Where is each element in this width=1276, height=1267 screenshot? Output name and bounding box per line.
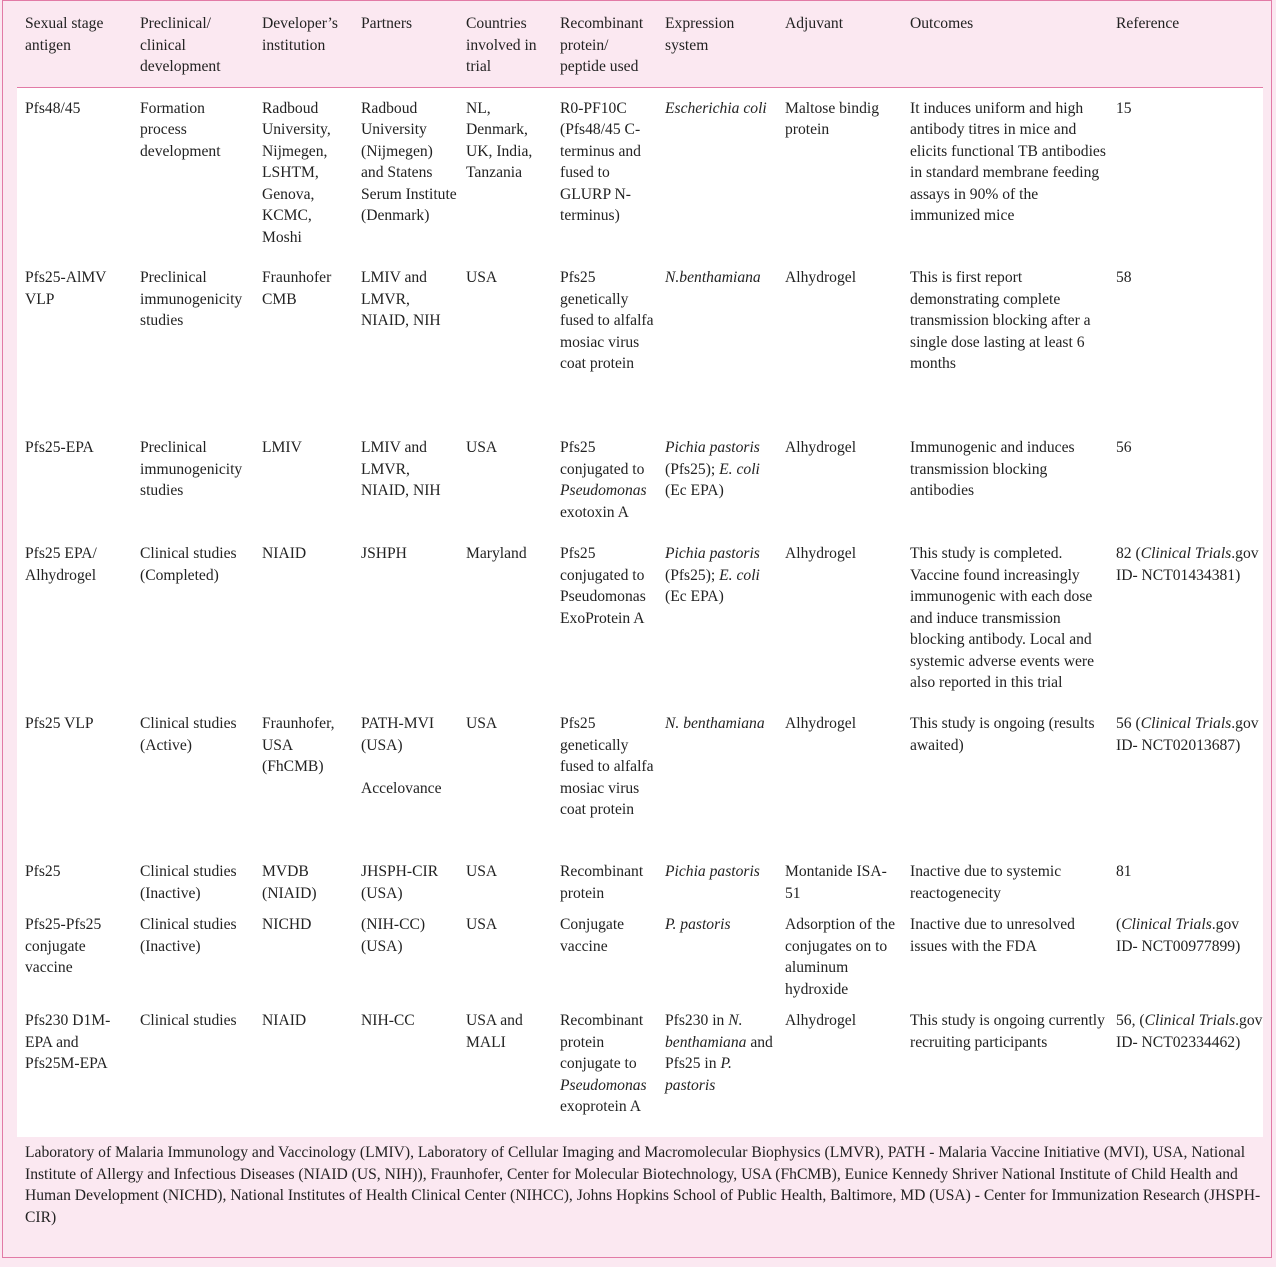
header-partners: Partners xyxy=(353,1,458,87)
cell-antigen: Pfs25 EPA/ Alhydrogel xyxy=(25,545,97,584)
table-row xyxy=(17,1000,1263,1134)
cell-partners: JSHPH xyxy=(361,545,407,562)
cell-countries: NL, Denmark, UK, India, Tanzania xyxy=(466,99,533,181)
cell-antigen: Pfs25 VLP xyxy=(25,715,94,732)
cell-protein: Pfs25 conjugated to Pseudomonas ExoProtein A xyxy=(560,545,646,627)
protein-organism: Pseudomonas xyxy=(560,482,647,499)
cell-reference xyxy=(1108,1000,1263,1134)
cell-reference xyxy=(1108,533,1263,703)
cell-outcomes: Inactive due to unresolved issues with the FDA xyxy=(910,916,1075,955)
expression-organism: Pichia pastoris xyxy=(665,545,760,562)
cell-developer: Radboud University, Nijmegen, LSHTM, Genova, KCMC, Moshi xyxy=(262,99,331,246)
header-outcomes: Outcomes xyxy=(902,1,1108,87)
table-row xyxy=(17,533,1263,703)
cell-outcomes: This is first report demonstrating complete transmission blocking after a single dose lasting at least 6 months xyxy=(910,269,1091,372)
cell-developer: MVDB (NIAID) xyxy=(262,863,317,902)
cell-outcomes: Inactive due to systemic reactogenecity xyxy=(910,863,1062,902)
cell-countries: USA and MALI xyxy=(466,1012,523,1051)
protein-text: exotoxin A xyxy=(560,503,629,521)
cell-antigen: Pfs25-Pfs25 conjugate vaccine xyxy=(25,916,102,976)
cell-expression xyxy=(657,427,777,533)
partners-text: Accelovance xyxy=(361,779,442,797)
cell-protein xyxy=(552,427,657,533)
header-expression: Expression system xyxy=(657,1,777,87)
expression-text: (Pfs25); xyxy=(665,460,716,478)
cell-protein: Pfs25 genetically fused to alfalfa mosiac virus coat protein xyxy=(560,269,654,372)
cell-protein: Pfs25 genetically fused to alfalfa mosiac virus coat protein xyxy=(560,715,654,818)
cell-partners: Radboud University (Nijmegen) and Statens Serum Institute (Denmark) xyxy=(361,99,457,224)
table-row xyxy=(17,257,1263,427)
protein-text: Recombinant protein conjugate to xyxy=(560,1012,644,1072)
expression-organism: E. coli xyxy=(719,460,760,478)
header-protein: Recombinant protein/ peptide used xyxy=(552,1,657,87)
reference-text: ( xyxy=(1116,916,1122,933)
cell-antigen: Pfs25-EPA xyxy=(25,439,94,456)
cell-antigen: Pfs25-AlMV VLP xyxy=(25,269,107,308)
cell-developer: Fraunhofer CMB xyxy=(262,269,332,308)
reference-text: .gov ID- NCT00977899) xyxy=(1116,916,1241,955)
cell-reference xyxy=(1108,703,1263,851)
cell-expression: Pichia pastoris xyxy=(665,863,760,880)
cell-stage: Clinical studies (Active) xyxy=(140,715,237,754)
cell-expression xyxy=(657,533,777,703)
protein-text: Pfs25 conjugated to xyxy=(560,439,645,478)
cell-expression: N.benthamiana xyxy=(665,269,761,286)
cell-adjuvant: Montanide ISA-51 xyxy=(785,863,887,902)
cell-developer: NICHD xyxy=(262,916,312,933)
expression-text: (Ec EPA) xyxy=(665,588,724,605)
header-stage: Preclinical/ clinical development xyxy=(132,1,254,87)
vaccine-table xyxy=(17,1,1263,1134)
cell-protein: R0-PF10C (Pfs48/45 C-terminus and fused to GLURP N-terminus) xyxy=(560,99,641,224)
reference-text: .gov ID- NCT02334462) xyxy=(1116,1012,1263,1051)
cell-countries: USA xyxy=(466,715,498,732)
cell-adjuvant: Alhydrogel xyxy=(785,269,857,286)
reference-registry: Clinical Trials xyxy=(1140,715,1232,732)
reference-text: 82 ( xyxy=(1116,545,1141,562)
table-row xyxy=(17,851,1263,904)
cell-countries: USA xyxy=(466,269,498,286)
cell-antigen: Pfs48/45 xyxy=(25,99,81,117)
cell-stage: Preclinical immunogenicity studies xyxy=(140,269,243,329)
cell-outcomes: This study is ongoing (results awaited) xyxy=(910,715,1095,754)
cell-stage: Formation process development xyxy=(140,99,221,160)
table-frame xyxy=(2,0,1272,1258)
cell-reference xyxy=(1108,904,1263,1000)
protein-text: exoprotein A xyxy=(560,1098,641,1115)
reference-text: .gov ID- NCT01434381) xyxy=(1116,545,1259,584)
cell-antigen: Pfs25 xyxy=(25,863,61,880)
expression-organism: Pichia pastoris xyxy=(665,439,760,456)
reference-registry: Clinical Trials xyxy=(1140,545,1232,562)
cell-outcomes: Immunogenic and induces transmission blocking antibodies xyxy=(910,439,1075,499)
reference-registry: Clinical Trials xyxy=(1121,916,1212,933)
reference-text: .gov ID- NCT02013687) xyxy=(1116,715,1259,754)
cell-antigen: Pfs230 D1M-EPA and Pfs25M-EPA xyxy=(25,1012,111,1072)
cell-outcomes: This study is ongoing currently recruiting participants xyxy=(910,1012,1105,1051)
cell-expression xyxy=(657,1000,777,1134)
cell-stage: Clinical studies (Inactive) xyxy=(140,863,237,902)
cell-reference: 58 xyxy=(1116,269,1132,286)
cell-expression: P. pastoris xyxy=(665,916,731,933)
cell-protein: Conjugate vaccine xyxy=(560,916,625,955)
reference-text: 56, ( xyxy=(1116,1012,1145,1029)
cell-outcomes: It induces uniform and high antibody titres in mice and elicits functional TB antibodies in standard membrane feeding assays in 90% of the immunized mice xyxy=(910,99,1106,224)
cell-stage: Clinical studies xyxy=(140,1012,237,1029)
expression-text: and Pfs25 in xyxy=(665,1033,773,1072)
cell-protein xyxy=(552,1000,657,1134)
cell-outcomes: This study is completed. Vaccine found increasingly immunogenic with each dose and induce transmission blocking antibody. Local and systemic adverse events were also reported in this trial xyxy=(910,545,1095,691)
expression-organism: N. benthamiana xyxy=(665,1012,747,1051)
cell-stage: Clinical studies (Inactive) xyxy=(140,916,237,955)
cell-partners: NIH-CC xyxy=(361,1012,415,1029)
table-container xyxy=(17,1,1263,1137)
cell-stage: Preclinical immunogenicity studies xyxy=(140,439,243,499)
table-footnote: Laboratory of Malaria Immunology and Vaccinology (LMIV), Laboratory of Cellular Imaging and Macromolecular Biophysics (LMVR), PATH - Malaria Vaccine Initiative (MVI), USA, National Institute of Allergy and Infectious Diseases (NIAID (US, NIH)), Fraunhofer, Center for Molecular Biotechnology, USA (FhCMB), Eunice Kennedy Shriver National Institute of Child Health and Human Development (NICHD), National Institutes of Health Clinical Center (NIHCC), Johns Hopkins School of Public Health, Baltimore, MD (USA) - Center for Immunization Research (JHSPH-CIR) xyxy=(25,1144,1261,1226)
cell-countries: USA xyxy=(466,863,498,880)
cell-protein: Recombinant protein xyxy=(560,863,644,902)
cell-partners: (NIH-CC) (USA) xyxy=(361,916,426,955)
cell-countries: USA xyxy=(466,916,498,933)
table-row xyxy=(17,87,1263,257)
cell-developer: NIAID xyxy=(262,1012,307,1029)
cell-adjuvant: Alhydrogel xyxy=(785,545,857,562)
cell-reference: 15 xyxy=(1116,99,1132,117)
cell-developer: NIAID xyxy=(262,545,307,562)
cell-adjuvant: Maltose bindig protein xyxy=(785,99,879,138)
cell-countries: Maryland xyxy=(466,545,527,562)
reference-text: 56 ( xyxy=(1116,715,1141,732)
header-adjuvant: Adjuvant xyxy=(777,1,902,87)
cell-stage: Clinical studies (Completed) xyxy=(140,545,237,584)
protein-organism: Pseudomonas xyxy=(560,1076,647,1094)
cell-expression: Escherichia coli xyxy=(665,99,767,117)
cell-reference: 56 xyxy=(1116,439,1132,456)
cell-adjuvant: Alhydrogel xyxy=(785,715,857,732)
expression-text: Pfs230 in xyxy=(665,1012,725,1029)
partners-text: PATH-MVI (USA) xyxy=(361,715,435,754)
table-row xyxy=(17,427,1263,533)
cell-developer: Fraunhofer, USA (FhCMB) xyxy=(262,715,335,775)
table-row xyxy=(17,703,1263,851)
cell-adjuvant: Alhydrogel xyxy=(785,439,857,456)
header-reference: Reference xyxy=(1108,1,1263,87)
header-row xyxy=(17,1,1263,87)
cell-partners: LMIV and LMVR, NIAID, NIH xyxy=(361,439,441,499)
expression-text: (Ec EPA) xyxy=(665,482,724,499)
cell-countries: USA xyxy=(466,439,498,456)
expression-organism: E. coli xyxy=(719,566,760,584)
cell-partners: JHSPH-CIR (USA) xyxy=(361,863,439,902)
header-developer: Developer’s institution xyxy=(254,1,353,87)
reference-registry: Clinical Trials xyxy=(1144,1012,1236,1029)
table-row xyxy=(17,904,1263,1000)
cell-adjuvant: Alhydrogel xyxy=(785,1012,857,1029)
cell-partners: LMIV and LMVR, NIAID, NIH xyxy=(361,269,441,329)
expression-organism: P. pastoris xyxy=(665,1055,732,1094)
header-countries: Countries involved in trial xyxy=(458,1,552,87)
cell-partners xyxy=(353,703,458,851)
cell-reference: 81 xyxy=(1116,863,1132,880)
expression-text: (Pfs25); xyxy=(665,566,716,584)
cell-expression: N. benthamiana xyxy=(665,715,765,732)
cell-developer: LMIV xyxy=(262,439,302,456)
cell-adjuvant: Adsorption of the conjugates on to aluminum hydroxide xyxy=(785,916,896,998)
header-antigen: Sexual stage antigen xyxy=(17,1,132,87)
